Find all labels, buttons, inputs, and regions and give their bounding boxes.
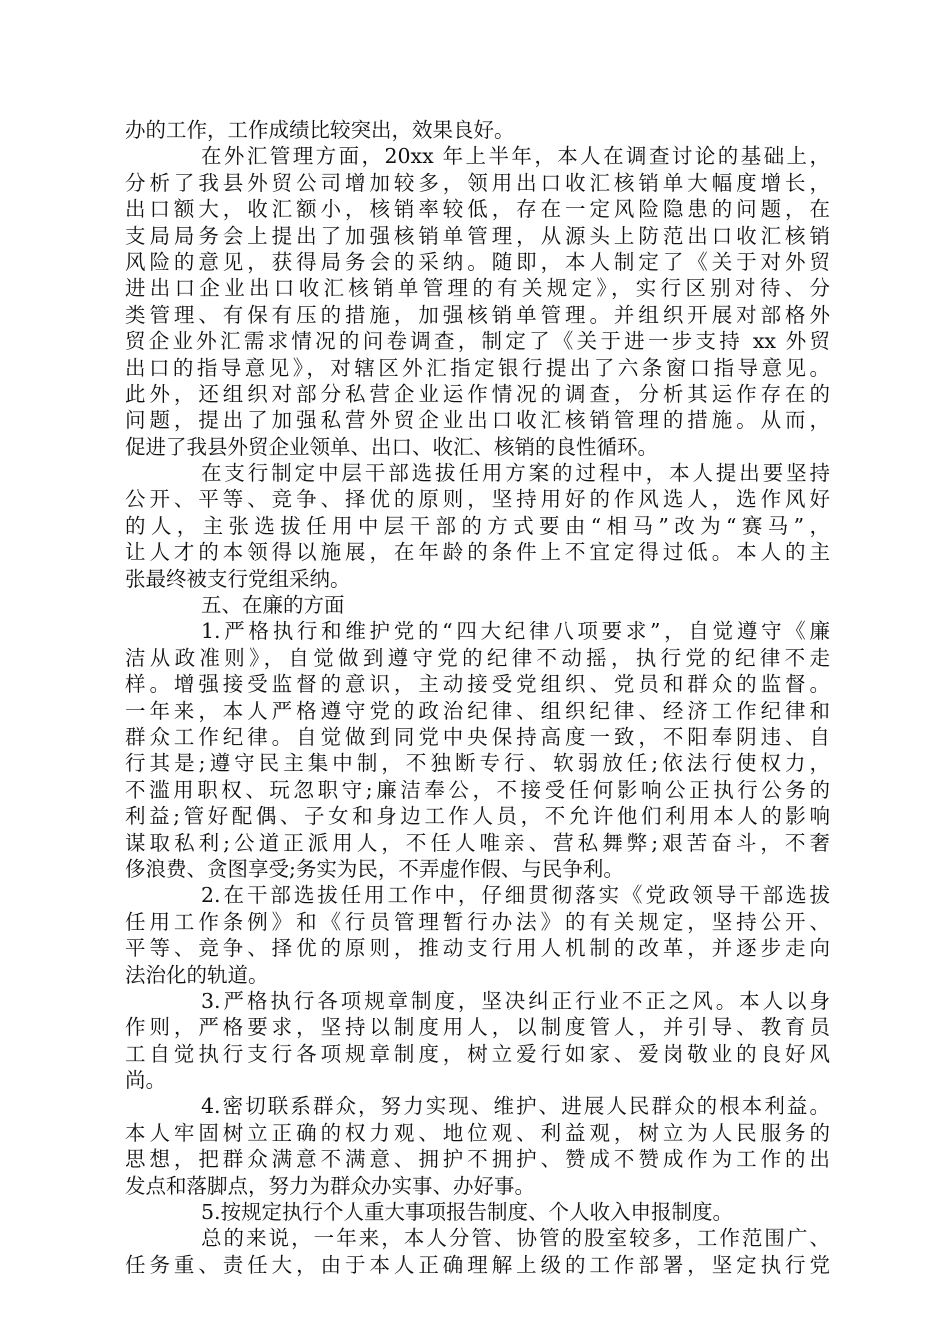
text-line: 尚。 xyxy=(125,1068,166,1093)
text-line: 1.严格执行和维护党的“四大纪律八项要求”，自觉遵守《廉 xyxy=(201,619,830,644)
text-line: 洁从政准则》，自觉做到遵守党的纪律不动摇，执行党的纪律不走 xyxy=(125,645,830,670)
text-line: 在外汇管理方面，20xx 年上半年，本人在调查讨论的基础上， xyxy=(201,144,830,169)
text-line: 分析了我县外贸公司增加较多，领用出口收汇核销单大幅度增长， xyxy=(125,170,830,195)
text-line: 让人才的本领得以施展，在年龄的条件上不宜定得过低。本人的主 xyxy=(125,540,830,565)
text-line: 平等、竞争、择优的原则，推动支行用人机制的改革，并逐步走向 xyxy=(125,936,830,961)
text-line: 促进了我县外贸企业领单、出口、收汇、核销的良性循环。 xyxy=(125,434,658,459)
text-line: 5.按规定执行个人重大事项报告制度、个人收入申报制度。 xyxy=(201,1200,734,1225)
document-body xyxy=(125,117,830,1278)
text-line: 2.在干部选拔任用工作中，仔细贯彻落实《党政领导干部选拔 xyxy=(201,883,830,908)
text-line: 作则，严格要求，坚持以制度用人，以制度管人，并引导、教育员 xyxy=(125,1015,830,1040)
text-line: 贸企业外汇需求情况的问卷调查，制定了《关于进一步支持 xx 外贸 xyxy=(125,329,830,354)
text-line: 本人牢固树立正确的权力观、地位观、利益观，树立为人民服务的 xyxy=(125,1120,830,1145)
text-line: 类管理、有保有压的措施，加强核销单管理。并组织开展对部格外 xyxy=(125,302,830,327)
text-line: 总的来说，一年来，本人分管、协管的股室较多，工作范围广、 xyxy=(201,1226,830,1251)
text-line: 风险的意见，获得局务会的采纳。随即，本人制定了《关于对外贸 xyxy=(125,249,830,274)
text-line: 4.密切联系群众，努力实现、维护、进展人民群众的根本利益。 xyxy=(201,1094,830,1119)
text-line: 一年来，本人严格遵守党的政治纪律、组织纪律、经济工作纪律和 xyxy=(125,698,830,723)
text-line: 支局局务会上提出了加强核销单管理，从源头上防范出口收汇核销 xyxy=(125,223,830,248)
text-line: 谋取私利;公道正派用人，不任人唯亲、营私舞弊;艰苦奋斗，不奢 xyxy=(125,830,830,855)
text-line: 任务重、责任大，由于本人正确理解上级的工作部署，坚定执行党 xyxy=(125,1252,830,1277)
text-line: 办的工作，工作成绩比较突出，效果良好。 xyxy=(125,118,515,142)
text-line: 利益;管好配偶、子女和身边工作人员，不允许他们利用本人的影响 xyxy=(125,804,830,829)
text-line: 五、在廉的方面 xyxy=(201,593,345,618)
text-line: 在支行制定中层干部选拔任用方案的过程中，本人提出要坚持 xyxy=(201,461,830,486)
text-line: 任用工作条例》和《行员管理暂行办法》的有关规定，坚持公开、 xyxy=(125,909,830,934)
text-line: 发点和落脚点，努力为群众办实事、办好事。 xyxy=(125,1173,535,1198)
text-line: 此外，还组织对部分私营企业运作情况的调查，分析其运作存在的 xyxy=(125,381,830,406)
text-line: 的人，主张选拔任用中层干部的方式要由“相马”改为“赛马”， xyxy=(125,513,830,538)
text-line: 思想，把群众满意不满意、拥护不拥护、赞成不赞成作为工作的出 xyxy=(125,1147,830,1172)
text-line: 进出口企业出口收汇核销单管理的有关规定》，实行区别对待、分 xyxy=(125,276,830,301)
text-line: 出口的指导意见》，对辖区外汇指定银行提出了六条窗口指导意见。 xyxy=(125,355,830,380)
text-line: 法治化的轨道。 xyxy=(125,962,269,987)
text-line: 问题，提出了加强私营外贸企业出口收汇核销管理的措施。从而， xyxy=(125,408,830,433)
text-line: 群众工作纪律。自觉做到同党中央保持高度一致，不阳奉阴违、自 xyxy=(125,724,830,749)
text-line: 张最终被支行党组采纳。 xyxy=(125,566,351,591)
text-line: 公开、平等、竞争、择优的原则，坚持用好的作风选人，选作风好 xyxy=(125,487,830,512)
text-line: 不滥用职权、玩忽职守;廉洁奉公，不接受任何影响公正执行公务的 xyxy=(125,777,830,802)
text-line: 工自觉执行支行各项规章制度，树立爱行如家、爱岗敬业的良好风 xyxy=(125,1041,830,1066)
text-line: 样。增强接受监督的意识，主动接受党组织、党员和群众的监督。 xyxy=(125,672,830,697)
text-line: 行其是;遵守民主集中制，不独断专行、软弱放任;依法行使权力， xyxy=(125,751,830,776)
text-line: 侈浪费、贪图享受;务实为民，不弄虚作假、与民争利。 xyxy=(125,856,624,881)
text-line: 3.严格执行各项规章制度，坚决纠正行业不正之风。本人以身 xyxy=(201,988,830,1013)
text-line: 出口额大，收汇额小，核销率较低，存在一定风险隐患的问题，在 xyxy=(125,197,830,222)
